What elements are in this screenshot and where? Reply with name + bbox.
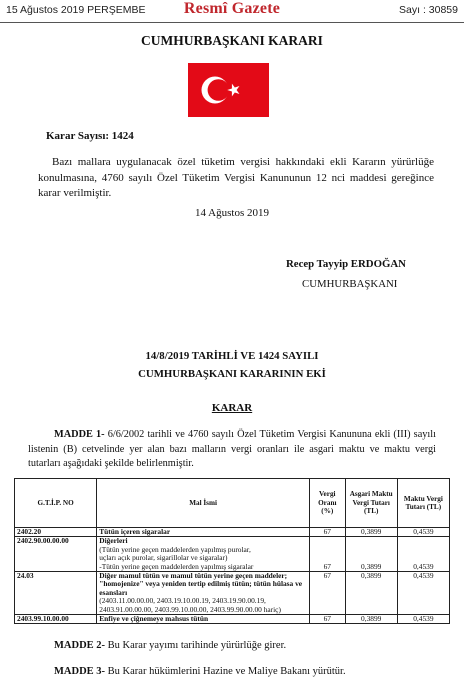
header-fixed-tax: Maktu Vergi Tutarı (TL) (397, 479, 449, 528)
annex-title-line1: 14/8/2019 TARİHLİ VE 1424 SAYILI (145, 350, 319, 362)
article-2 (54, 640, 286, 651)
item-name-detail: (2403.11.00.00.00, 2403.19.10.00.19, 2403.19.90.00.19, (99, 596, 266, 606)
fixed-tax: 0,4539 (397, 572, 449, 615)
tax-table (14, 478, 450, 624)
tax-rate: 67 (309, 537, 345, 572)
gtip-code: 2403.99.10.00.00 (15, 615, 97, 624)
issue-date: 15 Ağustos 2019 PERŞEMBE (6, 4, 146, 16)
fixed-tax: 0,4539 (397, 528, 449, 537)
table-row (15, 615, 450, 624)
item-name (97, 615, 310, 624)
decree-number: Karar Sayısı: 1424 (46, 130, 134, 142)
header-gtip-no: G.T.İ.P. NO (15, 479, 97, 528)
turkish-flag-icon (188, 63, 269, 117)
header-tax-rate: Vergi Oranı (%) (309, 479, 345, 528)
article-1-label: MADDE 1- (54, 429, 105, 440)
gtip-code: 2402.20 (15, 528, 97, 537)
min-fixed-tax: 0,3899 (345, 572, 397, 615)
article-3 (54, 666, 346, 677)
item-name-bold: Enfiye ve çiğnemeye mahsus tütün (99, 614, 209, 624)
item-name-bold: Diğer mamul tütün ve mamul tütün yerine geçen maddeler; "homojenize" veya yeniden tertip edilmiş tütün; tütün hülasa ve esansları (99, 571, 303, 597)
table-header-row (15, 479, 450, 528)
tax-rate: 67 (309, 615, 345, 624)
fixed-tax: 0,4539 (397, 537, 449, 572)
article-2-label: MADDE 2- (54, 640, 106, 651)
item-name-detail: uçları açık purolar, sigarillolar ve sigaralar) (99, 553, 228, 563)
table-row (15, 528, 450, 537)
decree-date: 14 Ağustos 2019 (195, 207, 269, 219)
item-name-bold: Tütün içeren sigaralar (99, 527, 171, 536)
karar-heading: KARAR (211, 402, 253, 414)
article-2-text: Bu Karar yayımı tarihinde yürürlüğe girer. (105, 640, 287, 651)
decree-title: CUMHURBAŞKANI KARARI (141, 33, 323, 48)
annex-title (0, 347, 464, 383)
article-3-text: Bu Karar hükümlerini Hazine ve Maliye Bakanı yürütür. (105, 666, 346, 677)
table-row (15, 572, 450, 615)
table-row (15, 537, 450, 572)
signer-title: CUMHURBAŞKANI (302, 278, 398, 290)
article-3-label: MADDE 3- (54, 666, 106, 677)
signer-name: Recep Tayyip ERDOĞAN (286, 258, 406, 270)
gazette-title: Resmî Gazete (183, 0, 281, 17)
item-name (97, 528, 310, 537)
tax-rate: 67 (309, 528, 345, 537)
item-name-detail: (Tütün yerine geçen maddelerden yapılmış purolar, (99, 544, 251, 554)
newspaper-header (0, 0, 464, 23)
item-name-detail: -Tütün yerine geçen maddelerden yapılmış sigaralar (99, 561, 254, 571)
article-1-text: 6/6/2002 tarihli ve 4760 sayılı Özel Tüketim Vergisi Kanununa ekli (III) sayılı listenin (B) cetvelinde yer alan bazı malların vergi oranları ile asgari maktu ve maktu vergi tutarları aşağıdaki şekilde belirlenmiştir. (28, 429, 436, 469)
gtip-code: 2402.90.00.00.00 (15, 537, 97, 572)
tax-rate: 67 (309, 572, 345, 615)
min-fixed-tax: 0,3899 (345, 615, 397, 624)
header-min-fixed-tax: Asgari Maktu Vergi Tutarı (TL) (345, 479, 397, 528)
min-fixed-tax: 0,3899 (345, 537, 397, 572)
min-fixed-tax: 0,3899 (345, 528, 397, 537)
issue-number: Sayı : 30859 (399, 4, 458, 16)
header-item-name: Mal İsmi (97, 479, 310, 528)
item-name (97, 572, 310, 615)
article-1 (28, 428, 436, 472)
item-name-bold: Diğerleri (99, 536, 128, 546)
fixed-tax: 0,4539 (397, 615, 449, 624)
gtip-code: 24.03 (15, 572, 97, 615)
item-name (97, 537, 310, 572)
item-name-detail: 2403.91.00.00.00, 2403.99.10.00.00, 2403.99.90.00.00 hariç) (99, 604, 281, 614)
annex-title-line2: CUMHURBAŞKANI KARARININ EKİ (138, 368, 326, 380)
decree-paragraph: Bazı mallara uygulanacak özel tüketim vergisi hakkındaki ekli Kararın yürürlüğe konulmasına, 4760 sayılı Özel Tüketim Vergisi Kanununun 12 nci maddesi gereğince karar verilmiştir. (38, 156, 434, 199)
